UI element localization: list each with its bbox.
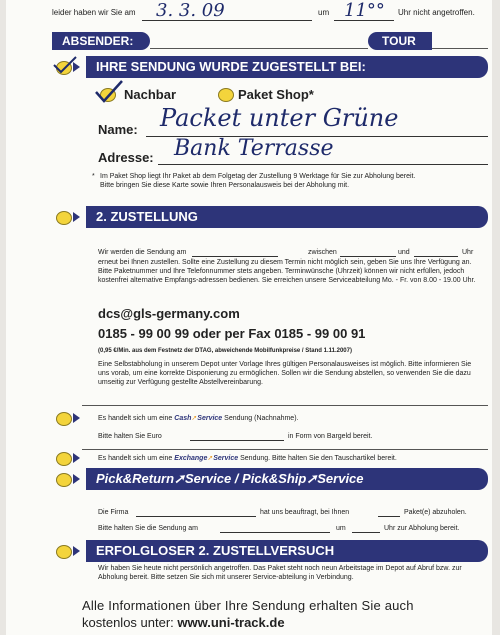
phone-rate: (0,95 €/Min. aus dem Festnetz der DTAG, abweichende Mobilfunkpreise / Stand 1.11.2007) (98, 348, 352, 354)
pointer-arrow-icon (73, 453, 80, 463)
time-handwritten: 11°° (344, 0, 385, 21)
top-suffix: Uhr nicht angetroffen. (398, 8, 475, 17)
section1-title: IHRE SENDUNG WURDE ZUGESTELLT BEI: (86, 56, 488, 78)
cash-line2-b: in Form von Bargeld bereit. (288, 433, 373, 440)
cash-dot-icon[interactable] (56, 412, 72, 426)
pick-line2-b: um (336, 525, 346, 532)
exchange-brand: Exchange (174, 455, 208, 462)
swoosh-icon: ➚ (174, 471, 185, 486)
tour-tab: TOUR (368, 32, 432, 50)
section2-dot-icon[interactable] (56, 211, 72, 225)
address-line (158, 164, 488, 165)
service-email: dcs@gls-germany.com (98, 306, 240, 321)
failed-body: Wir haben Sie heute nicht persönlich angetroffen. Das Paket steht noch neun Arbeitstage im Depot auf Abruf bzw. zur Abholung bereit. Bitte setzen Sie sich mit unserer Service-abteilung in Verbindung. (98, 565, 462, 581)
pick-date-blank[interactable] (220, 532, 330, 533)
pick-time-blank[interactable] (352, 532, 380, 533)
delivery-notice-card (6, 0, 492, 635)
note-star: * (92, 173, 95, 180)
exchange-prefix: Es handelt sich um eine (98, 455, 173, 462)
exchange-suffix: Sendung. Bitte halten Sie den Tauschartikel bereit. (240, 455, 397, 462)
cash-prefix: Es handelt sich um eine (98, 415, 173, 422)
option-nachbar: Nachbar (124, 87, 177, 102)
pickreturn-dot-icon[interactable] (56, 473, 72, 487)
absender-tab: ABSENDER: (52, 32, 150, 50)
count-blank[interactable] (378, 516, 400, 517)
s2-body: erneut bei Ihnen zustellen. Sollte eine Zustellung zu diesem Termin nicht möglich sein, geben Sie uns Ihre Verfügung an. Bitte Paketnummer und Ihre Telefonnummer stets angeben. Terminwünsche (Uhrzeit) können wir nicht erfüllen, jedoch kostenfrei alternative Empfangs-adressen bedienen. Sie erreichen unsere Serviceabteilung Mo. - Fr. von 8.00 - 19.00 Uhr. (98, 259, 476, 284)
s2-line1-d: Uhr (462, 249, 474, 256)
pointer-arrow-icon (73, 413, 80, 423)
swoosh-icon: ➚ (207, 455, 214, 462)
amount-blank[interactable] (190, 440, 284, 441)
pickreturn-title-c: Service (317, 471, 364, 486)
pointer-arrow-icon (73, 62, 80, 72)
pickreturn-title-b: Service / Pick&Ship (184, 471, 307, 486)
date-blank[interactable] (192, 256, 278, 257)
pointer-arrow-icon (73, 474, 80, 484)
absender-line (150, 48, 368, 49)
from-blank[interactable] (340, 256, 396, 257)
name-value: Packet unter Grüne (160, 104, 399, 132)
tracking-link[interactable]: www.uni-track.de (177, 615, 285, 630)
cash-line (98, 414, 298, 423)
company-blank[interactable] (136, 516, 256, 517)
cash-line2-a: Bitte halten Sie Euro (98, 433, 162, 440)
divider (82, 405, 488, 406)
pointer-arrow-icon (73, 212, 80, 222)
cash-service: Service (197, 415, 223, 422)
pick-line2-a: Bitte halten Sie die Sendung am (98, 525, 199, 532)
exchange-dot-icon[interactable] (56, 452, 72, 466)
option-paketshop: Paket Shop* (238, 87, 314, 102)
paketshop-checkbox[interactable] (218, 88, 234, 102)
date-handwritten: 3. 3. 09 (156, 0, 225, 21)
um-label: um (318, 8, 330, 17)
pick-line2-c: Uhr zur Abholung bereit. (384, 525, 460, 532)
exchange-line (98, 454, 397, 463)
pick-line1-a: Die Firma (98, 509, 129, 516)
swoosh-icon: ➚ (191, 415, 198, 422)
address-label: Adresse: (98, 150, 154, 165)
footer-line2 (82, 615, 285, 630)
failed-dot-icon[interactable] (56, 545, 72, 559)
pickreturn-title-a: Pick&Return (96, 471, 175, 486)
divider (82, 449, 488, 450)
pickreturn-title (86, 468, 488, 490)
section2-title: 2. ZUSTELLUNG (86, 206, 488, 228)
s2-line1-b: zwischen (308, 249, 337, 256)
address-value: Bank Terrasse (174, 136, 334, 161)
s2-line1-c: und (398, 249, 410, 256)
top-prefix: leider haben wir Sie am (52, 8, 136, 17)
name-label: Name: (98, 122, 138, 137)
exchange-service: Service (213, 455, 239, 462)
swoosh-icon: ➚ (306, 471, 318, 486)
failed-title: ERFOLGLOSER 2. ZUSTELLVERSUCH (86, 540, 488, 562)
service-phone: 0185 - 99 00 99 oder per Fax 0185 - 99 00 91 (98, 326, 366, 341)
pick-line1-c: Paket(e) abzuholen. (404, 509, 467, 516)
paketshop-note: Im Paket Shop liegt Ihr Paket ab dem Folgetag der Zustellung 9 Werktage für Sie zur Abholung bereit. Bitte bringen Sie diese Karte sowie Ihren Personalausweis bei der Abholung mit. (100, 173, 416, 189)
tour-line (432, 48, 488, 49)
pick-line1-b: hat uns beauftragt, bei Ihnen (260, 509, 350, 516)
nachbar-check-icon (94, 80, 124, 104)
to-blank[interactable] (414, 256, 458, 257)
s2-line1-a: Wir werden die Sendung am (98, 249, 187, 256)
cash-brand: Cash (174, 415, 192, 422)
pointer-arrow-icon (73, 546, 80, 556)
cash-suffix: Sendung (Nachnahme). (224, 415, 299, 422)
footer-line2-a: kostenlos unter: (82, 615, 174, 630)
footer-line1: Alle Informationen über Ihre Sendung erhalten Sie auch (82, 598, 414, 613)
s2-body2: Eine Selbstabholung in unserem Depot unter Vorlage Ihres gültigen Personalausweises ist möglich. Bitte informieren Sie uns vorab, um eine korrekte Disponierung zu ermöglichen. Sollen wir die Sendung abstellen, so verwenden Sie die dazu umseitig zur Verfügung gestellte Abstellvereinbarung. (98, 361, 472, 386)
